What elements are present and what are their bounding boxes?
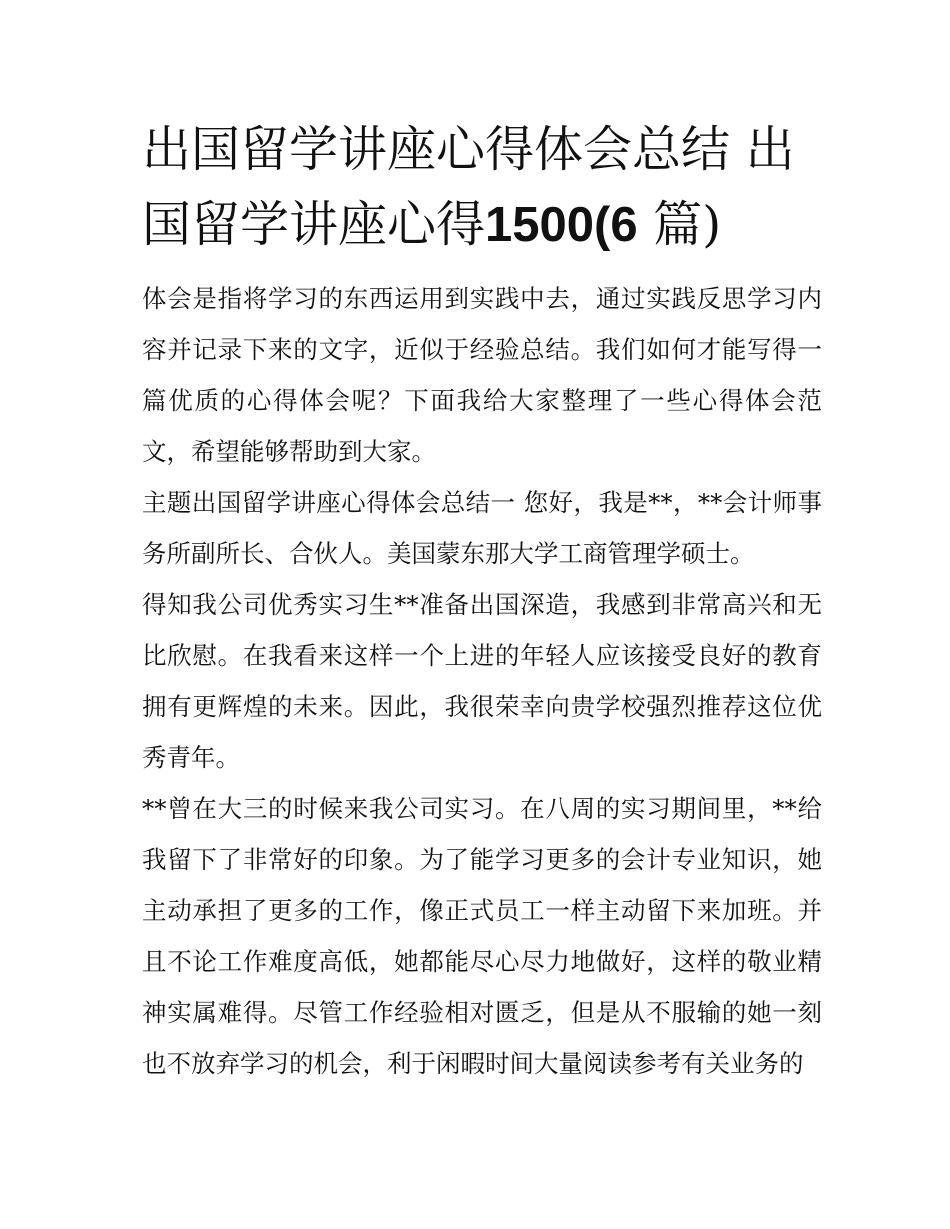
- paragraph-internship: **曾在大三的时候来我公司实习。在八周的实习期间里，**给我留下了非常好的印象。为了能学习更多的会计专业知识，她主动承担了更多的工作，像正式员工一样主动留下来加班。并且不论工作难度高低，她都能尽心尽力地做好，这样的敬业精神实属难得。尽管工作经验相对匮乏，但是从不服输的她一刻也不放弃学习的机会，利于闲暇时间大量阅读参考有关业务的: [142, 794, 822, 1078]
- title-number: 1500(6: [485, 198, 638, 252]
- paragraph-greeting: 主题出国留学讲座心得体会总结一 您好，我是**，**会计师事务所副所长、合伙人。美国蒙东那大学工商管理学硕士。: [142, 488, 822, 568]
- title-suffix: 篇): [637, 196, 722, 253]
- document-body: [142, 112, 822, 1089]
- title-text: 出国留学讲座心得体会总结 出国留学讲座心得: [142, 121, 795, 253]
- document-title: [142, 112, 822, 263]
- paragraph-intro: 体会是指将学习的东西运用到实践中去，通过实践反思学习内容并记录下来的文字，近似于经验总结。我们如何才能写得一篇优质的心得体会呢？下面我给大家整理了一些心得体会范文，希望能够帮助到大家。: [142, 284, 822, 466]
- paragraph-recommendation: 得知我公司优秀实习生**准备出国深造，我感到非常高兴和无比欣慰。在我看来这样一个上进的年轻人应该接受良好的教育拥有更辉煌的未来。因此，我很荣幸向贵学校强烈推荐这位优秀青年。: [142, 590, 822, 772]
